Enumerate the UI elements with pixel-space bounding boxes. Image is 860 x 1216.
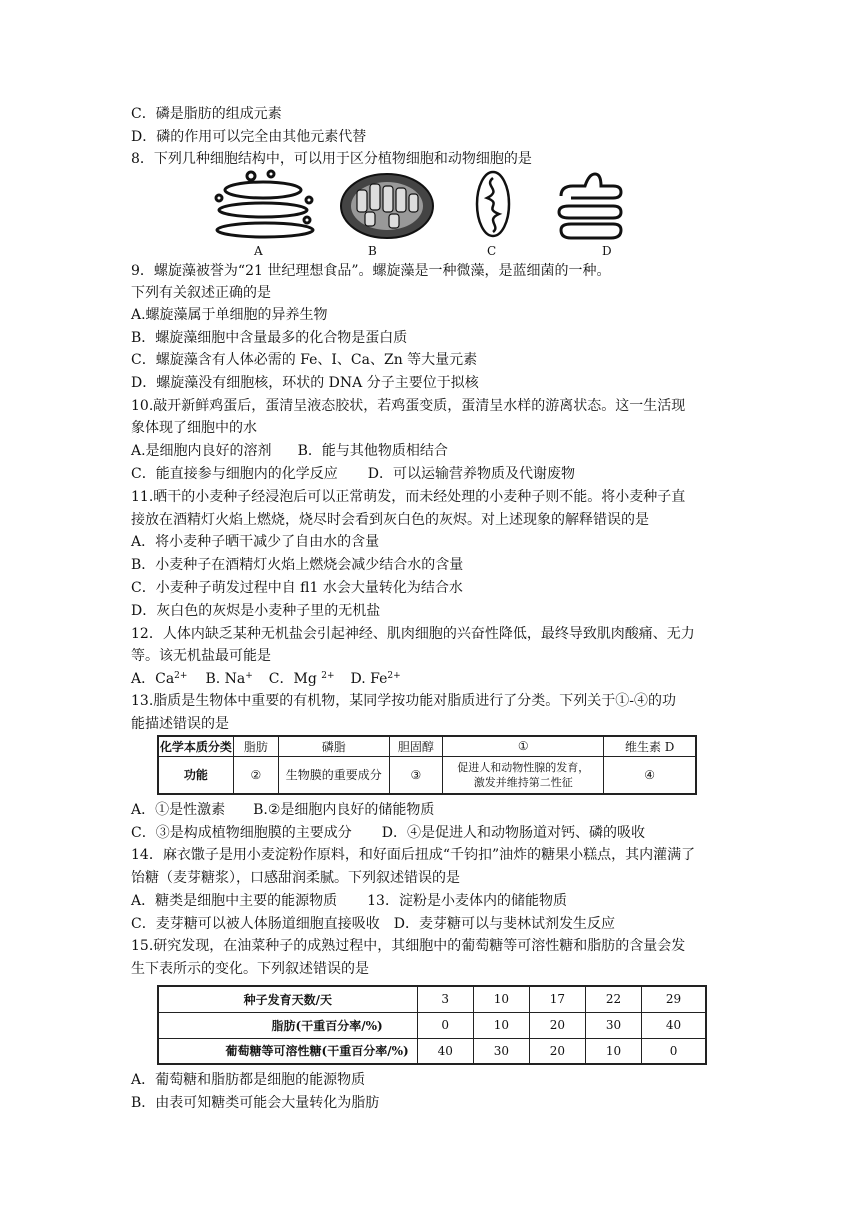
- table-cell: 17: [529, 986, 585, 1012]
- q14-stem-line2: 饴糖（麦芽糖浆），口感甜润柔腻。下列叙述错误的是: [131, 870, 460, 886]
- q9-stem-line1: 9．螺旋藻被誉为“21 世纪理想食品”。螺旋藻是一种微藻，是蓝细菌的一种。: [131, 263, 611, 279]
- table-cell: 化学本质分类: [158, 736, 233, 756]
- q11-stem-line2: 接放在酒精灯火焰上燃烧，烧尽时会看到灰白色的灰烬。对上述现象的解释错误的是: [131, 512, 649, 528]
- q7-option-d: D．磷的作用可以完全由其他元素代替: [131, 129, 367, 145]
- q10-stem-line1: 10.敲开新鲜鸡蛋后，蛋清呈液态胶状，若鸡蛋变质，蛋清呈水样的游离状态。这一生活现: [131, 398, 686, 414]
- q15-option-a: A．葡萄糖和脂肪都是细胞的能源物质: [131, 1072, 366, 1088]
- q14-option-d: D．麦芽糖可以与斐林试剂发生反应: [393, 916, 615, 932]
- table-cell: 40: [417, 1038, 473, 1064]
- table-cell: 胆固醇: [389, 736, 443, 756]
- q14-options-cd: [131, 915, 615, 933]
- table-cell: 20: [529, 1012, 585, 1038]
- q10-stem-line2: 象体现了细胞中的水: [131, 420, 257, 436]
- table-cell: 葡萄糖等可溶性糖(干重百分率/%): [158, 1038, 417, 1064]
- q9-stem-line2: 下列有关叙述正确的是: [131, 285, 271, 301]
- q11-option-d: D．灰白色的灰烬是小麦种子里的无机盐: [131, 603, 381, 619]
- label-b: B: [368, 244, 377, 258]
- q12-option-c: C．Mg $^{2+}$: [268, 671, 335, 687]
- q9-option-c: C．螺旋藻含有人体必需的 Fe、I、Ca、Zn 等大量元素: [131, 352, 478, 368]
- q10-option-c: C．能直接参与细胞内的化学反应: [131, 466, 338, 482]
- label-a: A: [254, 244, 263, 258]
- table-cell: ②: [233, 756, 278, 794]
- table-cell: 20: [529, 1038, 585, 1064]
- label-d: D: [602, 244, 612, 258]
- q14-option-a: A．糖类是细胞中主要的能源物质: [131, 893, 338, 909]
- label-c: C: [487, 244, 497, 258]
- q15-seed-table: [157, 985, 707, 1065]
- q15-option-b: B．由表可知糖类可能会大量转化为脂肪: [131, 1095, 380, 1111]
- q12-option-b: B. Na+: [205, 671, 253, 687]
- table-cell: 29: [642, 986, 706, 1012]
- q14-options-ab: [131, 892, 567, 910]
- table-cell: 磷脂: [279, 736, 390, 756]
- q12-stem-line2: 等。该无机盐最可能是: [131, 648, 271, 664]
- q11-option-c: C．小麦种子萌发过程中自 fl1 水会大量转化为结合水: [131, 580, 463, 596]
- q9-option-b: B．螺旋藻细胞中含量最多的化合物是蛋白质: [131, 330, 408, 346]
- table-row: [158, 1038, 706, 1064]
- q7-option-c: C．磷是脂肪的组成元素: [131, 106, 282, 122]
- q12-options: [131, 670, 401, 688]
- q11-option-a: A．将小麦种子晒干减少了自由水的含量: [131, 534, 380, 550]
- structure-a-golgi-icon: [211, 168, 321, 244]
- q13-option-c: C．③是构成植物细胞膜的主要成分: [131, 825, 352, 841]
- table-cell: 脂肪(干重百分率/%): [158, 1012, 417, 1038]
- q13-stem-line2: 能描述错误的是: [131, 716, 229, 732]
- q10-option-d: D．可以运输营养物质及代谢废物: [367, 466, 575, 482]
- structure-b-chloroplast-icon: [337, 168, 437, 244]
- table-cell: 生物膜的重要成分: [279, 756, 390, 794]
- q14-option-b: 13．淀粉是小麦体内的储能物质: [367, 893, 567, 909]
- q9-option-a: A.螺旋藻属于单细胞的异养生物: [131, 307, 328, 323]
- table-row: [158, 1012, 706, 1038]
- q10-options-ab: [131, 442, 448, 460]
- q13-stem-line1: 13.脂质是生物体中重要的有机物，某同学按功能对脂质进行了分类。下列关于①-④的功: [131, 693, 676, 709]
- table-row: [158, 986, 706, 1012]
- table-cell: 功能: [158, 756, 233, 794]
- table-cell: 30: [473, 1038, 529, 1064]
- table-cell: ④: [604, 756, 696, 794]
- table-cell: 0: [417, 1012, 473, 1038]
- table-cell: 30: [585, 1012, 641, 1038]
- q13-options-cd: [131, 824, 645, 842]
- q15-stem-line2: 生下表所示的变化。下列叙述错误的是: [131, 961, 369, 977]
- q12-option-a: A．$Ca^{2+}$: [131, 671, 188, 687]
- table-cell: 脂肪: [233, 736, 278, 756]
- table-cell: 维生素 D: [604, 736, 696, 756]
- table-cell: 种子发育天数/天: [158, 986, 417, 1012]
- q13-lipid-table: [157, 735, 697, 795]
- q12-option-d: D. $Fe^{2+}$: [350, 671, 401, 687]
- table-cell: 3: [417, 986, 473, 1012]
- q10-options-cd: [131, 465, 575, 483]
- table-cell: 促进人和动物性腺的发育， 激发并维持第二性征: [443, 756, 604, 794]
- q8-cell-structures-figure: [211, 168, 625, 258]
- q9-option-d: D．螺旋藻没有细胞核，环状的 DNA 分子主要位于拟核: [131, 375, 479, 391]
- q13-options-ab: [131, 801, 434, 819]
- q14-stem-line1: 14．麻衣馓子是用小麦淀粉作原料，和好面后扭成“千钧扣”油炸的糖果小糕点，其内灌满了: [131, 847, 696, 863]
- q13-option-a: A．①是性激素: [131, 802, 226, 818]
- q8-stem: 8．下列几种细胞结构中，可以用于区分植物细胞和动物细胞的是: [131, 151, 532, 167]
- table-cell: 10: [585, 1038, 641, 1064]
- q15-stem-line1: 15.研究发现，在油菜种子的成熟过程中，其细胞中的葡萄糖等可溶性糖和脂肪的含量会发: [131, 938, 686, 954]
- q10-option-b: B．能与其他物质相结合: [297, 443, 448, 459]
- table-cell: 0: [642, 1038, 706, 1064]
- table-cell: 22: [585, 986, 641, 1012]
- q14-option-c: C．麦芽糖可以被人体肠道细胞直接吸收: [131, 916, 380, 932]
- q13-option-d: D．④是促进人和动物肠道对钙、磷的吸收: [381, 825, 645, 841]
- table-row: [158, 756, 696, 794]
- structure-d-er-icon: [555, 168, 625, 244]
- q13-option-b: B.②是细胞内良好的储能物质: [253, 802, 435, 818]
- table-row: [158, 736, 696, 756]
- table-cell: ①: [443, 736, 604, 756]
- q10-option-a: A.是细胞内良好的溶剂: [131, 443, 272, 459]
- structure-c-mitochondrion-icon: [473, 168, 513, 244]
- table-cell: 40: [642, 1012, 706, 1038]
- table-cell: ③: [389, 756, 443, 794]
- q11-option-b: B．小麦种子在酒精灯火焰上燃烧会减少结合水的含量: [131, 557, 464, 573]
- q12-stem-line1: 12．人体内缺乏某种无机盐会引起神经、肌肉细胞的兴奋性降低，最终导致肌肉酸痛、无力: [131, 626, 695, 642]
- table-cell: 10: [473, 986, 529, 1012]
- table-cell: 10: [473, 1012, 529, 1038]
- q11-stem-line1: 11.晒干的小麦种子经浸泡后可以正常萌发，而未经处理的小麦种子则不能。将小麦种子直: [131, 489, 686, 505]
